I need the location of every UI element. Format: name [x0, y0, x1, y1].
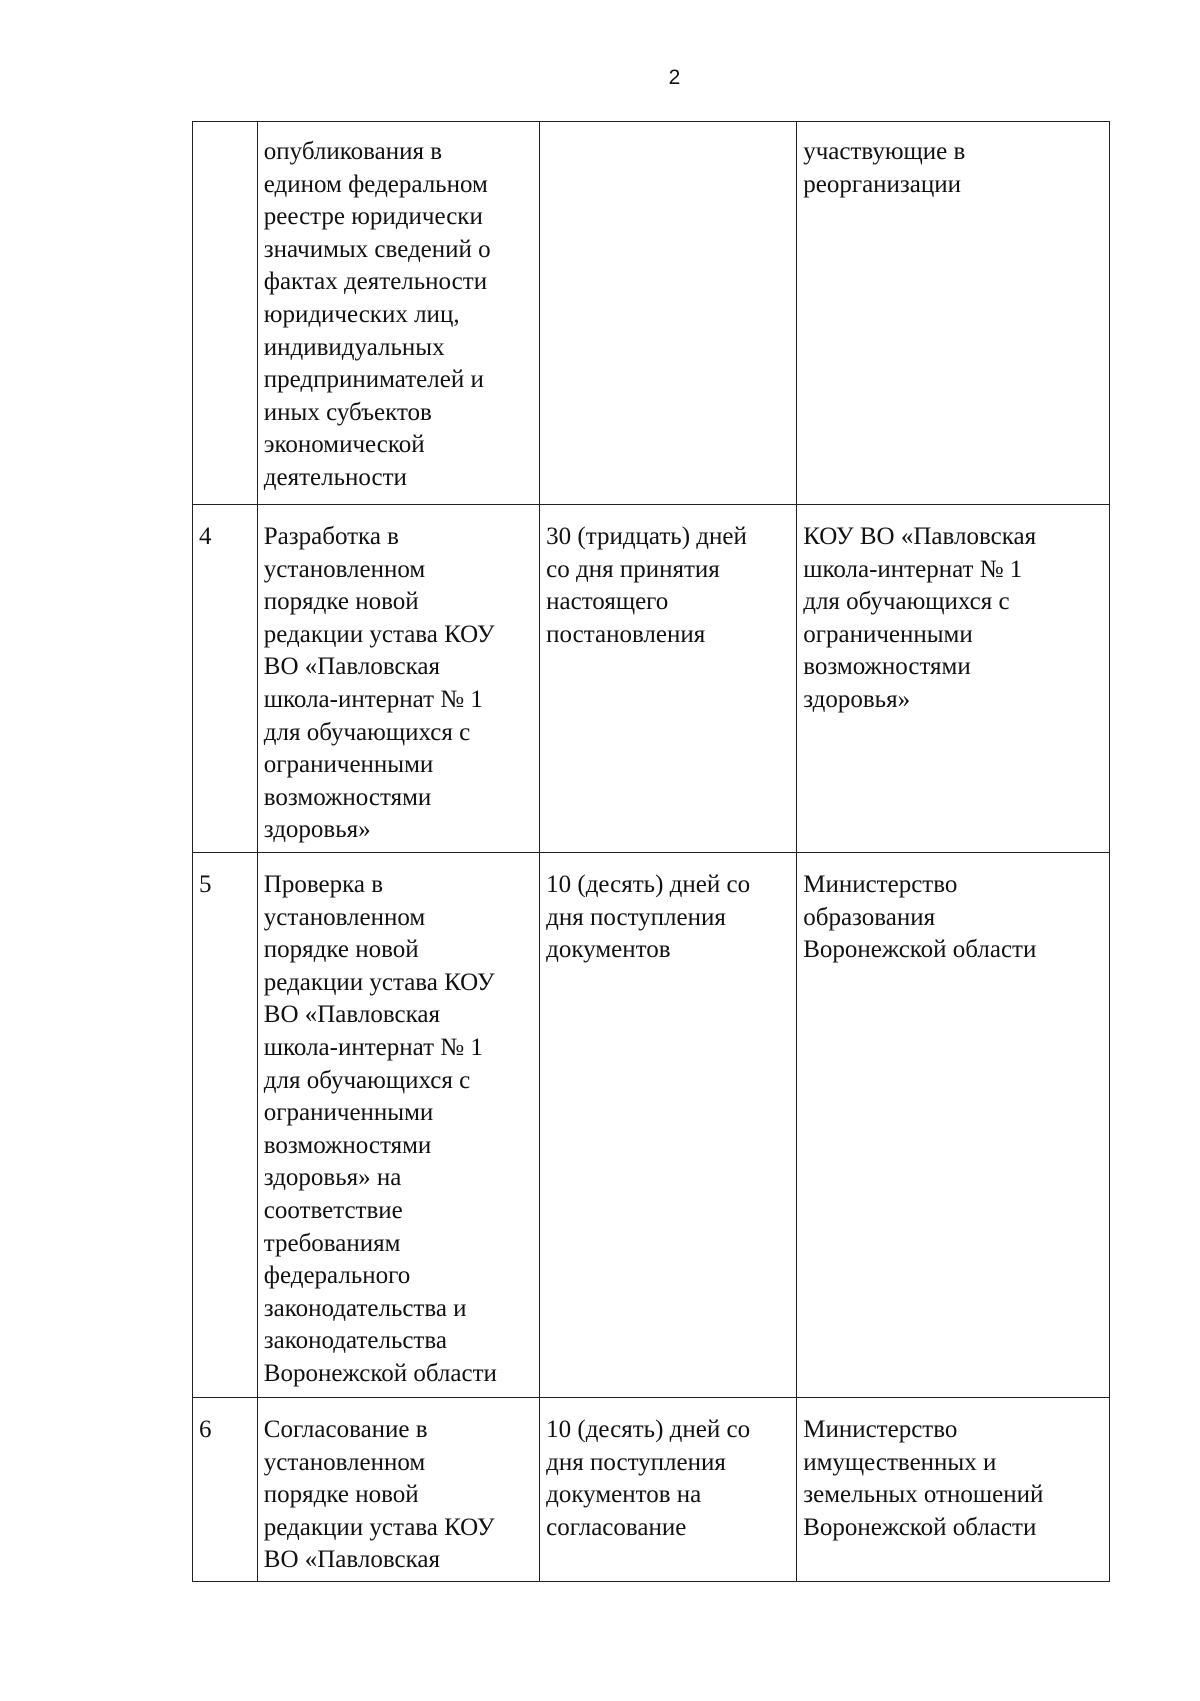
- term-cell: [540, 1398, 797, 1582]
- term-text: 30 (тридцать) дней со дня принятия настоящего постановления: [546, 523, 747, 648]
- row-number-cell: [193, 1398, 258, 1582]
- responsible-text: КОУ ВО «Павловская школа-интернат № 1 для обучающихся с ограниченными возможностями здоровья»: [803, 523, 1037, 713]
- action-text: Разработка в установленном порядке новой редакции устава КОУ ВО «Павловская школа-интернат № 1 для обучающихся с ограниченными возможностями здоровья»: [263, 523, 495, 844]
- table-row: [193, 853, 1110, 1398]
- responsible-cell: [797, 505, 1110, 853]
- table-row: [193, 122, 1110, 505]
- term-cell: [540, 853, 797, 1398]
- term-text: 10 (десять) дней со дня поступления документов на согласование: [546, 1416, 751, 1541]
- term-cell: [540, 122, 797, 505]
- row-number-cell: [193, 122, 258, 505]
- responsible-cell: [797, 853, 1110, 1398]
- responsible-cell: [797, 122, 1110, 505]
- row-number: 6: [199, 1416, 212, 1443]
- row-number-cell: [193, 505, 258, 853]
- action-text: Согласование в установленном порядке новой редакции устава КОУ ВО «Павловская: [263, 1416, 495, 1574]
- table-row: [193, 505, 1110, 853]
- row-number-cell: [193, 853, 258, 1398]
- term-cell: [540, 505, 797, 853]
- row-number: 5: [199, 871, 212, 898]
- action-cell: [257, 1398, 539, 1582]
- responsible-text: Министерство образования Воронежской области: [803, 871, 1037, 964]
- action-text: Проверка в установленном порядке новой редакции устава КОУ ВО «Павловская школа-интернат № 1 для обучающихся с ограниченными возможностями здоровья» на соответствие требованиям федерального законодательства и законодательства Воронежской области: [263, 871, 497, 1387]
- term-text: 10 (десять) дней со дня поступления документов: [546, 871, 751, 964]
- page-number: 2: [668, 66, 681, 89]
- row-number: 4: [199, 523, 212, 550]
- action-cell: [257, 505, 539, 853]
- table-row: [193, 1398, 1110, 1582]
- action-text: опубликования в едином федеральном реестре юридически значимых сведений о фактах деятельности юридических лиц, индивидуальных предпринимателей и иных субъектов экономической деятельности: [263, 138, 491, 491]
- action-cell: [257, 122, 539, 505]
- plan-table: [192, 121, 1110, 1582]
- responsible-text: участвующие в реорганизации: [803, 138, 966, 198]
- action-cell: [257, 853, 539, 1398]
- responsible-text: Министерство имущественных и земельных отношений Воронежской области: [803, 1416, 1044, 1541]
- responsible-cell: [797, 1398, 1110, 1582]
